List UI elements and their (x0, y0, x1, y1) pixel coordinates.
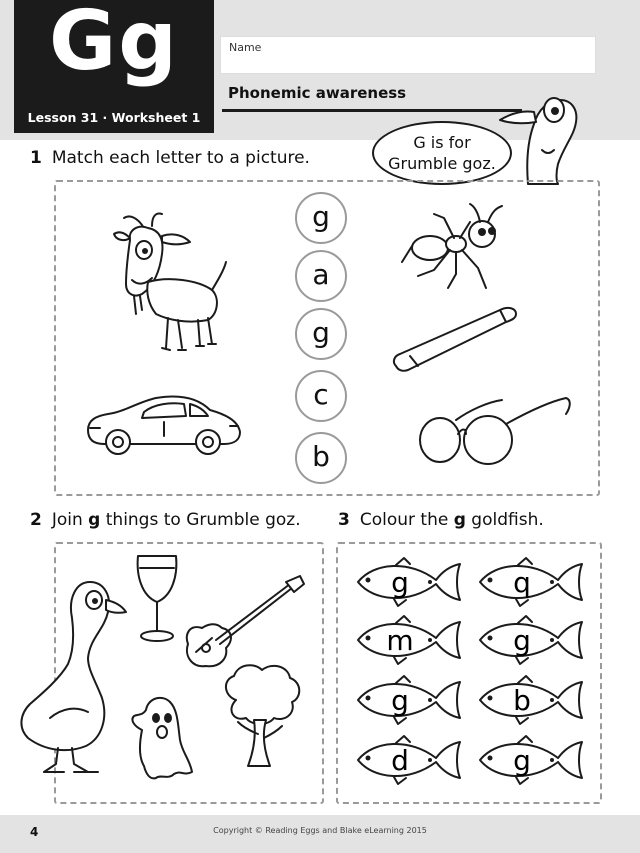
car-icon (84, 392, 244, 458)
bubble-line-1: G is for (413, 133, 471, 152)
goldfish-letter: g (391, 684, 409, 717)
q3-text-pre: Colour the (359, 510, 454, 530)
goldfish-8[interactable] (466, 734, 586, 786)
name-label: Name (229, 41, 262, 54)
goose-mascot-icon (498, 80, 578, 186)
goldfish-letter: g (513, 744, 531, 777)
goose-icon (16, 578, 128, 778)
worksheet-subtitle: Phonemic awareness (228, 84, 407, 102)
goldfish-letter: m (386, 624, 414, 657)
tree-icon (218, 660, 304, 772)
goldfish-letter: q (513, 566, 531, 599)
goat-icon (108, 210, 238, 360)
goldfish-letter: g (391, 566, 409, 599)
header-rule (222, 109, 522, 112)
name-field[interactable] (220, 36, 596, 74)
goldfish-letter: b (513, 684, 531, 717)
footer (0, 815, 640, 853)
q2-text-bold: g (88, 510, 101, 530)
goldfish-1[interactable] (344, 556, 464, 608)
letter-box (14, 0, 214, 133)
goldfish-7[interactable] (344, 734, 464, 786)
q2-text-pre: Join (51, 510, 89, 530)
q2-number: 2 (30, 510, 42, 530)
q2-text-post: things to Grumble goz. (100, 510, 301, 530)
goldfish-5[interactable] (344, 674, 464, 726)
letter-circle-5[interactable]: b (295, 432, 347, 484)
goldfish-4[interactable] (466, 614, 586, 666)
bat-icon (390, 300, 522, 378)
guitar-icon (182, 574, 306, 674)
bubble-line-2: Grumble goz. (388, 154, 496, 173)
goldfish-letter: g (513, 624, 531, 657)
goldfish-6[interactable] (466, 674, 586, 726)
letter-circle-2[interactable]: a (295, 250, 347, 302)
goldfish-2[interactable] (466, 556, 586, 608)
letter-circle-4[interactable]: c (295, 370, 347, 422)
goldfish-letter: d (391, 744, 409, 777)
q3-number: 3 (338, 510, 350, 530)
copyright-text: Copyright © Reading Eggs and Blake eLearning 2015 (213, 826, 427, 835)
q3-heading (338, 510, 544, 530)
goldfish-3[interactable] (344, 614, 464, 666)
q1-text: Match each letter to a picture. (51, 148, 310, 168)
letter-circle-3[interactable]: g (295, 308, 347, 360)
ant-icon (400, 198, 516, 294)
ghost-icon (126, 690, 198, 782)
lesson-label: Lesson 31 · Worksheet 1 (27, 110, 201, 125)
glasses-icon (418, 394, 574, 470)
glass-icon (132, 552, 182, 644)
q2-heading (30, 510, 301, 530)
letter-circle-1[interactable]: g (295, 192, 347, 244)
q3-text-bold: g (453, 510, 466, 530)
q3-text-post: goldfish. (465, 510, 544, 530)
big-letters: Gg (48, 0, 179, 89)
q1-heading (30, 148, 310, 168)
speech-bubble (372, 121, 512, 185)
q1-number: 1 (30, 148, 42, 168)
page-number: 4 (30, 825, 39, 839)
